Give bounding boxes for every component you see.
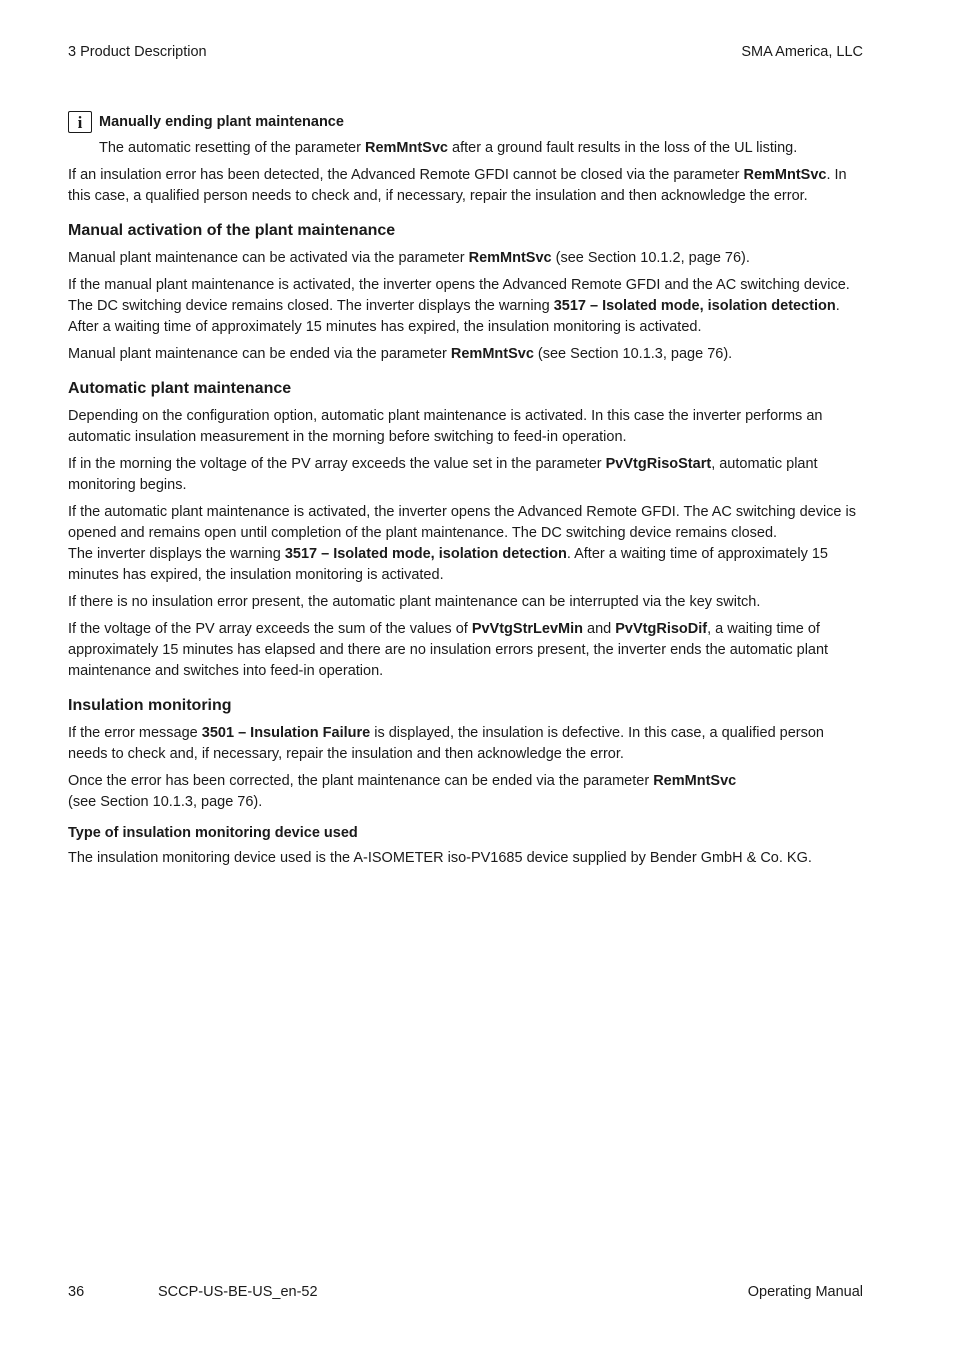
warning-name: 3517 – Isolated mode, isolation detection [284, 546, 567, 562]
sub-heading-device: Type of insulation monitoring device used [68, 825, 358, 841]
param-name: PvVtgRisoDif [615, 621, 708, 637]
paragraph: If the manual plant maintenance is activated, the inverter opens the Advanced Remote GFDI and the AC switching device. The DC switching device remains closed. The inverter displays the warning 3517 – Isolated mode, isolation detection. After a waiting time of approximately 15 minutes has expired, the insulation monitoring is activated. [68, 277, 850, 335]
page-content [68, 110, 863, 875]
header-section: 3 Product Description [68, 44, 207, 60]
paragraph: The insulation monitoring device used is the A-ISOMETER iso-PV1685 device supplied by Bender GmbH & Co. KG. [68, 850, 812, 866]
paragraph: If in the morning the voltage of the PV array exceeds the value set in the parameter PvVtgRisoStart, automatic plant monitoring begins. [68, 456, 818, 493]
param-name: PvVtgRisoStart [605, 456, 712, 472]
page-number: 36 [68, 1284, 85, 1300]
paragraph: If there is no insulation error present, the automatic plant maintenance can be interrupted via the key switch. [68, 594, 761, 610]
manual-title: Operating Manual [747, 1284, 863, 1300]
param-name: RemMntSvc [653, 773, 737, 789]
section-heading-automatic: Automatic plant maintenance [68, 380, 292, 397]
note-title: Manually ending plant maintenance [99, 113, 344, 130]
note-text: The automatic resetting of the parameter RemMntSvc after a ground fault results in the loss of the UL listing. [99, 140, 798, 156]
param-name: RemMntSvc [468, 250, 552, 266]
warning-name: 3517 – Isolated mode, isolation detection [553, 298, 836, 314]
paragraph: Once the error has been corrected, the plant maintenance can be ended via the parameter RemMntSvc (see Section 10.1.3, page 76). [68, 773, 737, 810]
paragraph: If the error message 3501 – Insulation Failure is displayed, the insulation is defective. In this case, a qualified person needs to check and, if necessary, repair the insulation and then acknowledge the error. [68, 725, 824, 762]
paragraph: Manual plant maintenance can be ended via the parameter RemMntSvc (see Section 10.1.3, page 76). [68, 346, 733, 362]
param-name: RemMntSvc [450, 346, 534, 362]
section-heading-insulation: Insulation monitoring [68, 697, 232, 714]
paragraph: Manual plant maintenance can be activated via the parameter RemMntSvc (see Section 10.1.2, page 76). [68, 250, 750, 266]
param-name: RemMntSvc [743, 167, 827, 183]
intro-paragraph: If an insulation error has been detected, the Advanced Remote GFDI cannot be closed via the parameter RemMntSvc. In this case, a qualified person needs to check and, if necessary, repair the insulation and then acknowledge the error. [68, 167, 847, 204]
param-name: RemMntSvc [364, 140, 448, 156]
paragraph: Depending on the configuration option, automatic plant maintenance is activated. In this case the inverter performs an automatic insulation measurement in the morning before switching to feed-in operation. [68, 408, 823, 445]
error-name: 3501 – Insulation Failure [201, 725, 371, 741]
param-name: PvVtgStrLevMin [471, 621, 583, 637]
note-header [68, 110, 863, 134]
info-icon: i [68, 111, 92, 133]
paragraph: If the voltage of the PV array exceeds the sum of the values of PvVtgStrLevMin and PvVtgRisoDif, a waiting time of approximately 15 minutes has elapsed and there are no insulation errors present, the inverter ends the automatic plant maintenance and switches into feed-in operation. [68, 621, 829, 679]
document-id: SCCP-US-BE-US_en-52 [158, 1284, 318, 1300]
header-company: SMA America, LLC [741, 44, 863, 60]
paragraph: If the automatic plant maintenance is activated, the inverter opens the Advanced Remote GFDI. The AC switching device is opened and remains open until completion of the plant maintenance. The DC switching device remains closed. The inverter displays the warning 3517 – Isolated mode, isolation detection. After a waiting time of approximately 15 minutes has expired, the insulation monitoring is activated. [68, 504, 856, 583]
section-heading-manual-activation: Manual activation of the plant maintenance [68, 222, 396, 239]
